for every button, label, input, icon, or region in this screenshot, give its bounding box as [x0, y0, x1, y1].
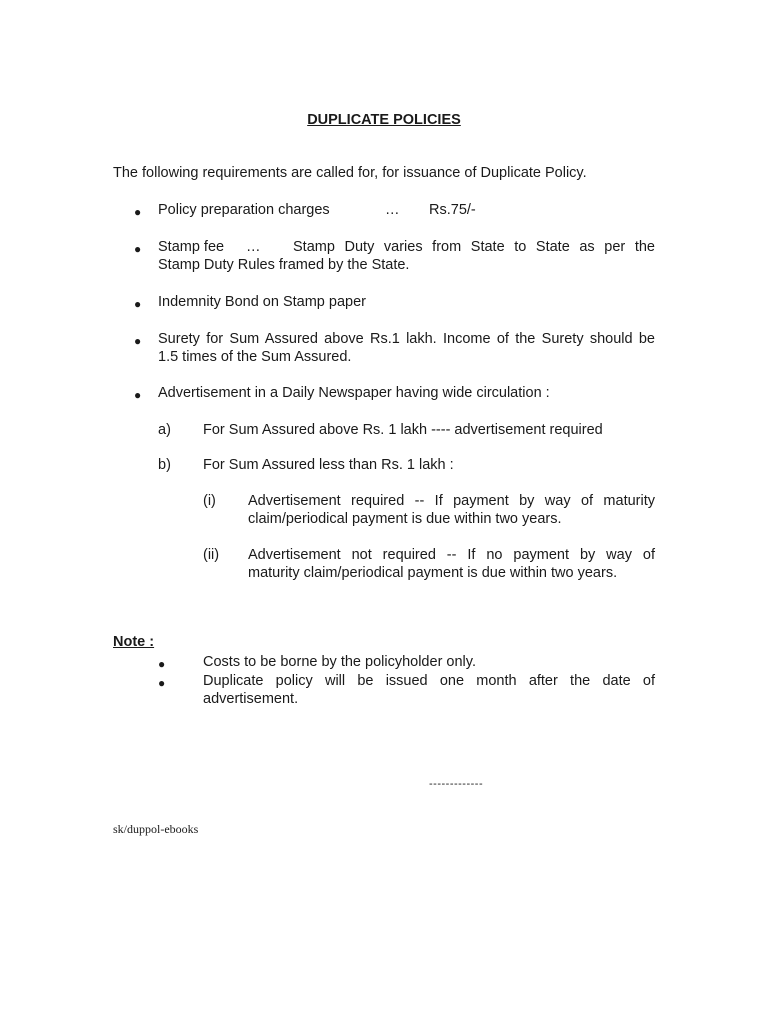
roman-item-marker: (i)	[203, 493, 216, 509]
note-item-line: advertisement.	[203, 691, 299, 707]
roman-item-line: maturity claim/periodical payment is due within two years.	[248, 565, 618, 581]
note-item-line: Duplicate policy will be issued one month after the date of	[203, 673, 655, 689]
requirement-item-indemnity: Indemnity Bond on Stamp paper	[158, 294, 366, 310]
bullet-icon: ●	[158, 657, 166, 671]
requirement-text: Surety for Sum Assured above Rs.1 lakh. Income of the Surety should be	[158, 331, 655, 347]
requirement-text: Stamp Duty varies from State to State as per the	[293, 239, 655, 255]
roman-item-text	[248, 546, 655, 582]
note-heading: Note :	[113, 634, 155, 650]
bullet-icon: ●	[134, 242, 142, 256]
roman-item-text	[248, 492, 655, 528]
roman-item-line: Advertisement required -- If payment by way of maturity	[248, 493, 655, 509]
note-item	[203, 672, 655, 708]
roman-item-line: Advertisement not required -- If no payment by way of	[248, 547, 655, 563]
requirement-label: Policy preparation charges	[158, 202, 330, 218]
requirement-item-charges	[158, 201, 655, 219]
requirement-text-continued: 1.5 times of the Sum Assured.	[158, 349, 352, 365]
roman-item-line: claim/periodical payment is due within two years.	[248, 511, 562, 527]
footer-reference: sk/duppol-ebooks	[113, 822, 199, 836]
sub-item-marker: a)	[158, 422, 171, 438]
requirement-label: Stamp fee	[158, 239, 225, 255]
requirement-text-continued: Stamp Duty Rules framed by the State.	[158, 257, 410, 273]
requirement-item-stamp-fee	[158, 238, 655, 274]
intro-text: The following requirements are called for, for issuance of Duplicate Policy.	[113, 165, 587, 181]
bullet-icon: ●	[134, 388, 142, 402]
requirement-value: Rs.75/-	[429, 202, 476, 218]
sub-item-text: For Sum Assured less than Rs. 1 lakh :	[203, 457, 454, 473]
sub-item-text: For Sum Assured above Rs. 1 lakh ---- advertisement required	[203, 422, 603, 438]
requirement-item-surety	[158, 330, 655, 366]
page-title: DUPLICATE POLICIES	[307, 112, 461, 128]
requirement-separator: …	[385, 202, 400, 218]
sub-item-marker: b)	[158, 457, 171, 473]
requirement-item-advertisement: Advertisement in a Daily Newspaper having wide circulation :	[158, 385, 550, 401]
separator-line: -------------	[429, 778, 484, 790]
requirement-separator: …	[246, 239, 261, 255]
bullet-icon: ●	[134, 205, 142, 219]
bullet-icon: ●	[134, 297, 142, 311]
roman-item-marker: (ii)	[203, 547, 220, 563]
bullet-icon: ●	[134, 334, 142, 348]
note-item: Costs to be borne by the policyholder only.	[203, 654, 476, 670]
bullet-icon: ●	[158, 676, 166, 690]
